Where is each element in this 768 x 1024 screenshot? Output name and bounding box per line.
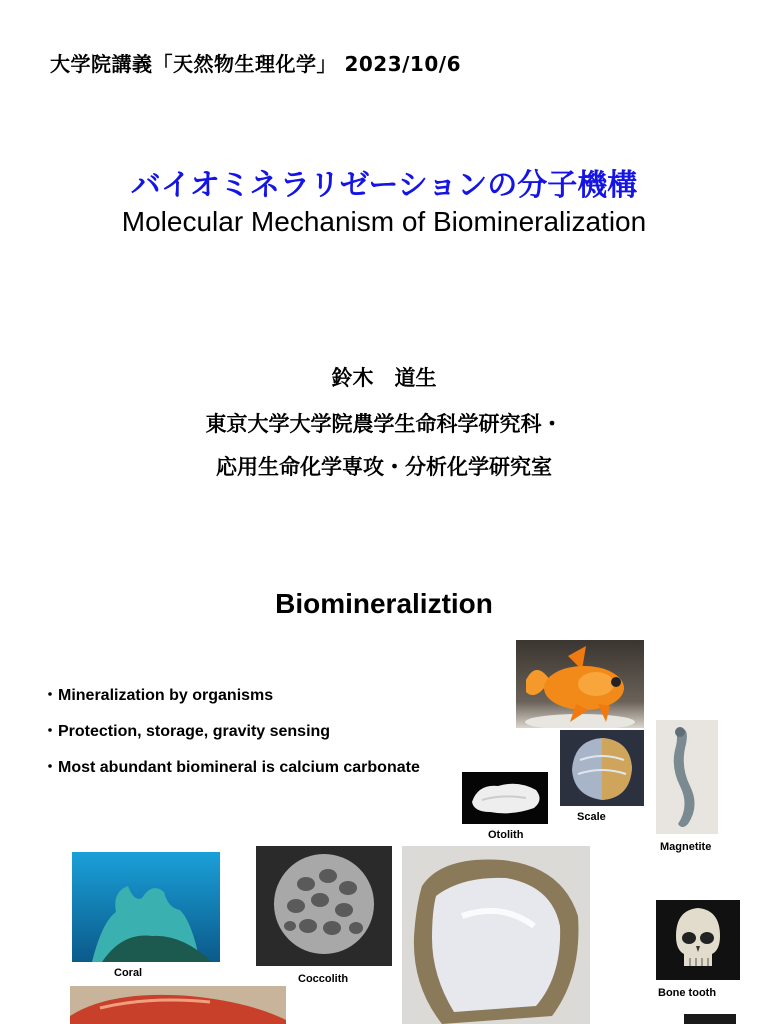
- partial-photo: [684, 1014, 736, 1024]
- skull-photo: [656, 900, 740, 980]
- caption-otolith: Otolith: [488, 829, 524, 841]
- affiliation-line-2: 応用生命化学専攻・分析化学研究室: [216, 455, 552, 479]
- caption-coccolith: Coccolith: [298, 973, 349, 985]
- affiliation-line-1: 東京大学大学院農学生命科学研究科・: [205, 412, 563, 436]
- caption-coral: Coral: [114, 967, 143, 979]
- caption-bone-tooth: Bone tooth: [658, 987, 717, 999]
- shrimp-photo: [70, 986, 286, 1024]
- coccolith-photo: [256, 846, 392, 966]
- coral-photo: [72, 852, 220, 962]
- title-japanese: バイオミネラリゼーションの分子機構: [130, 168, 638, 203]
- title-english: Molecular Mechanism of Biomineralization: [121, 206, 647, 237]
- caption-scale: Scale: [577, 811, 606, 823]
- slide-title-biomineralization: Biomineraliztion: [275, 588, 493, 619]
- bullet-item: ・Most abundant biomineral is calcium carbonate: [42, 759, 420, 776]
- pearl-shell-photo: [402, 846, 590, 1024]
- lecture-header: 大学院講義「天然物生理化学」 2023/10/6: [50, 52, 461, 76]
- goldfish-photo: [516, 640, 644, 728]
- bullet-item: ・Protection, storage, gravity sensing: [42, 723, 331, 740]
- scale-photo: [560, 730, 644, 806]
- magnetite-photo: [656, 720, 718, 834]
- caption-magnetite: Magnetite: [660, 841, 712, 853]
- otolith-photo: [462, 772, 548, 824]
- bullet-item: ・Mineralization by organisms: [42, 687, 274, 704]
- author-name: 鈴木 道生: [331, 366, 437, 390]
